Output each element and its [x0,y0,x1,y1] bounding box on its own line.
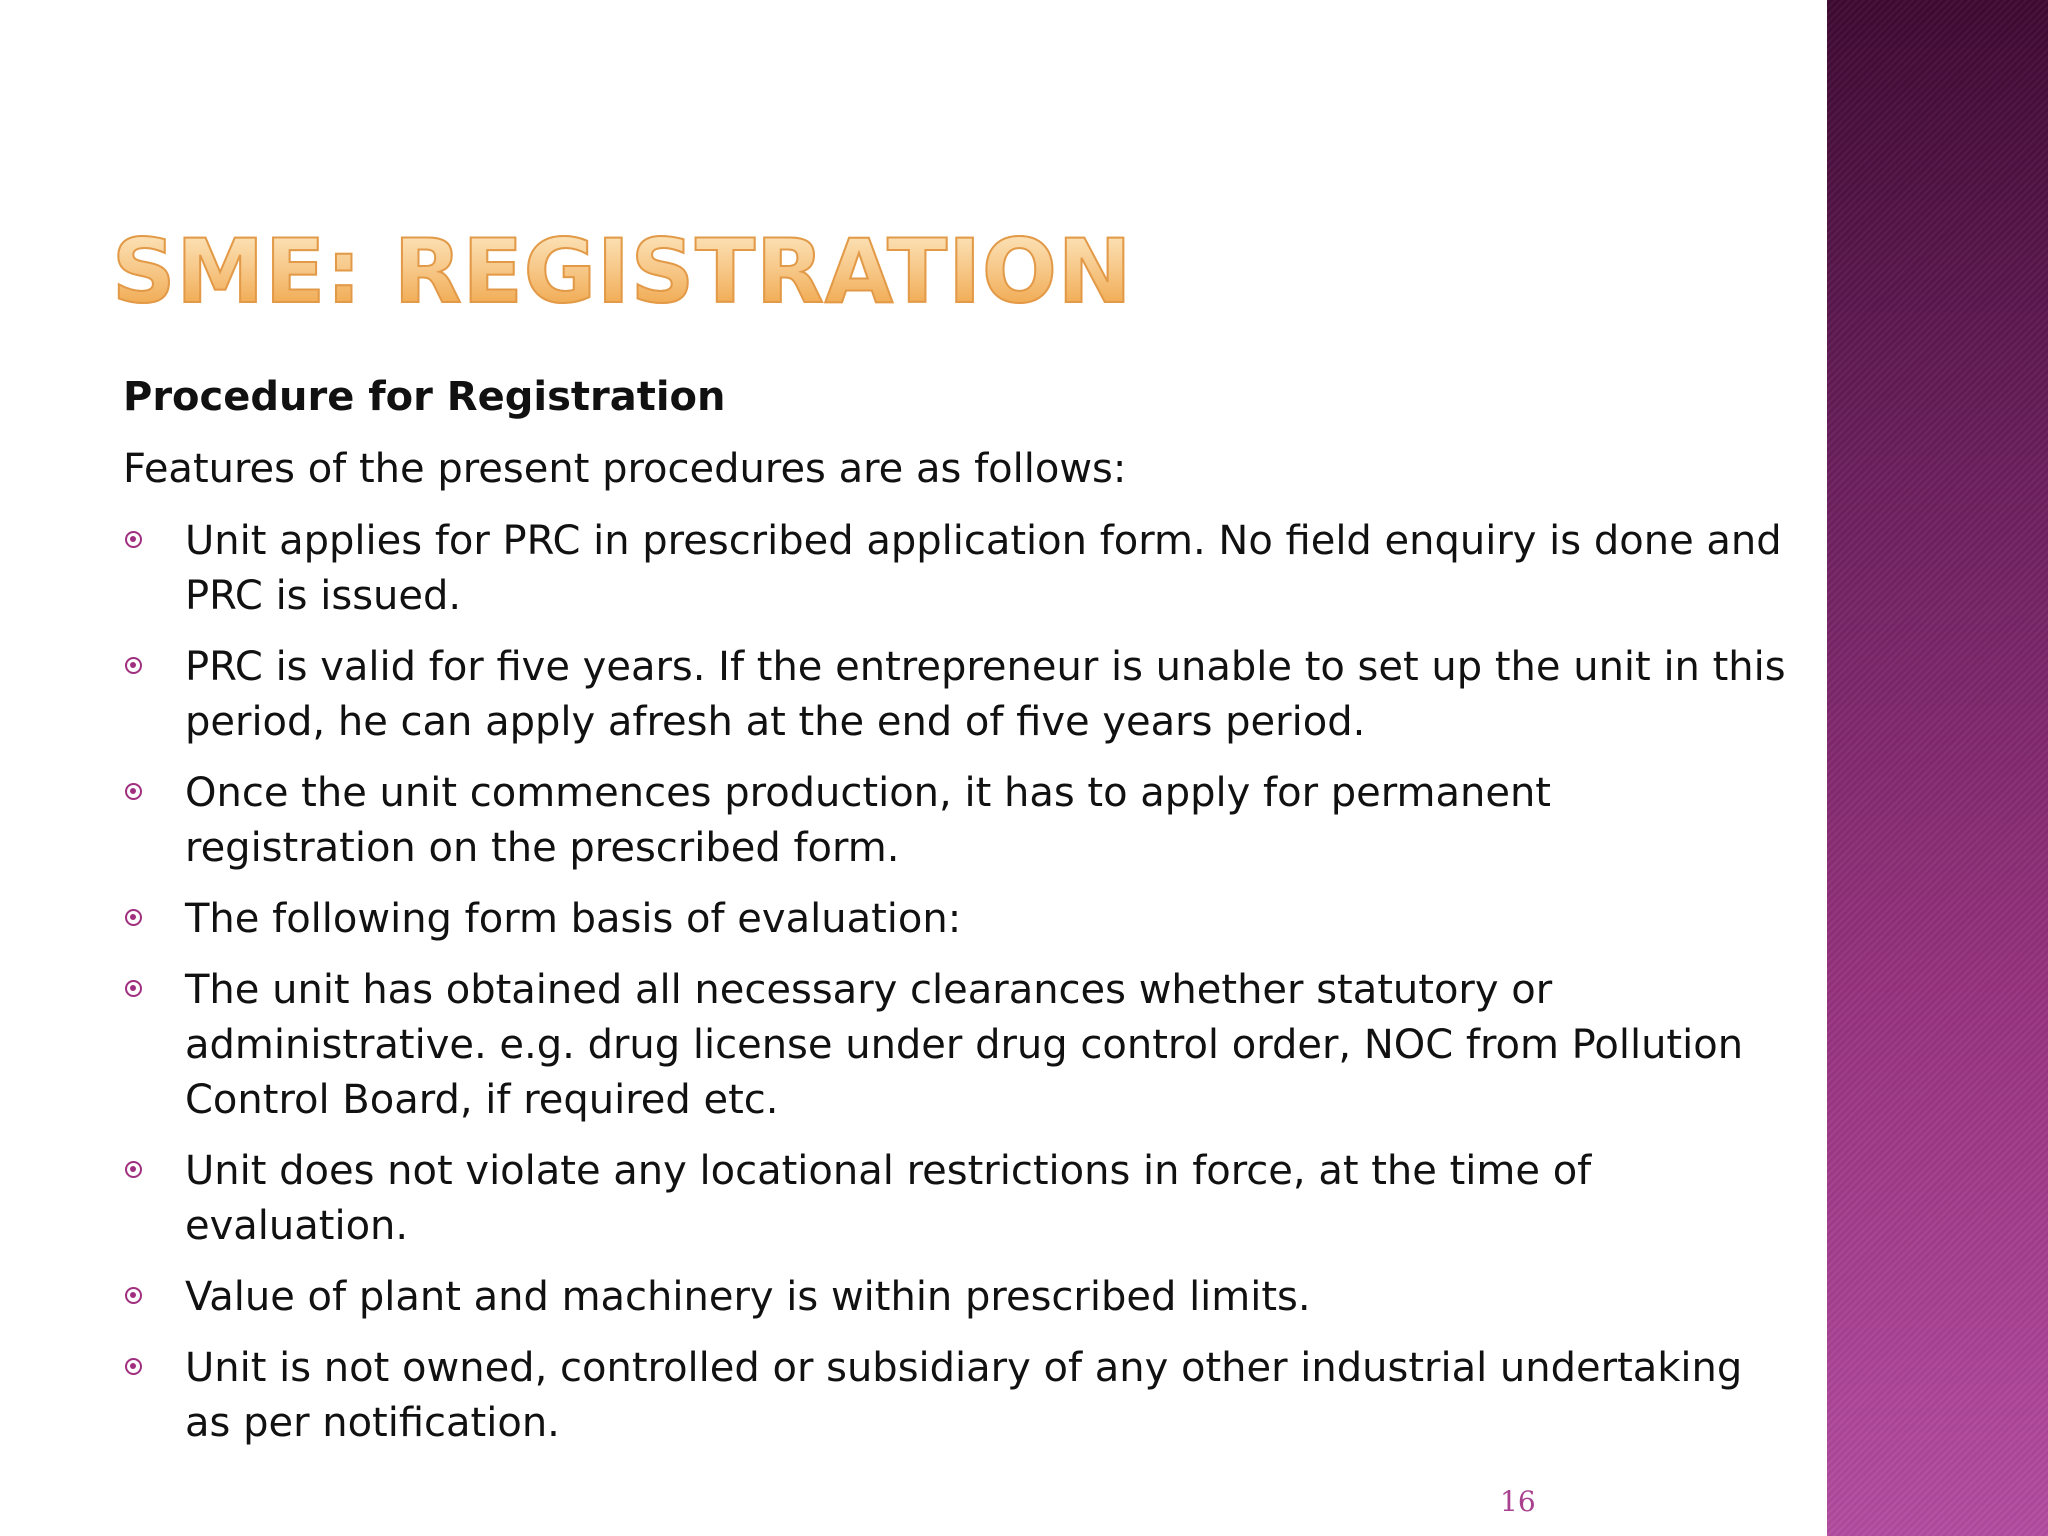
side-bar-texture [1827,0,2048,1536]
circled-dot-icon [125,531,142,548]
decorative-side-bar [1827,0,2048,1536]
circled-dot-icon [125,1287,142,1304]
slide-content [123,370,1793,1467]
circled-dot-icon [125,980,142,997]
bullet-item [123,514,1793,624]
bullet-item [123,1341,1793,1451]
bullet-text: Unit is not owned, controlled or subsidiary of any other industrial undertaking as per notification. [185,1345,1743,1446]
circled-dot-icon [125,909,142,926]
circled-dot-icon [125,1161,142,1178]
bullet-item [123,892,1793,947]
bullet-text: Unit does not violate any locational restrictions in force, at the time of evaluation. [185,1148,1592,1249]
bullet-item [123,1144,1793,1254]
page-number: 16 [1500,1485,1536,1518]
bullet-item [123,1270,1793,1325]
bullet-item [123,640,1793,750]
slide-title: SME: REGISTRATION [112,220,1133,323]
circled-dot-icon [125,657,142,674]
intro-text: Features of the present procedures are as follows: [123,446,1127,492]
bullet-text: PRC is valid for five years. If the entrepreneur is unable to set up the unit in this period, he can apply afresh at the end of five years period. [185,644,1786,745]
bullet-text: Once the unit commences production, it has to apply for permanent registration on the prescribed form. [185,770,1551,871]
bullet-item [123,963,1793,1128]
circled-dot-icon [125,1358,142,1375]
bullet-text: Unit applies for PRC in prescribed application form. No field enquiry is done and PRC is issued. [185,518,1782,619]
bullet-text: The following form basis of evaluation: [185,896,962,942]
bullet-text: Value of plant and machinery is within prescribed limits. [185,1274,1311,1320]
slide-subtitle: Procedure for Registration [123,374,726,420]
bullet-list [123,514,1793,1451]
bullet-item [123,766,1793,876]
circled-dot-icon [125,783,142,800]
bullet-text: The unit has obtained all necessary clearances whether statutory or administrative. e.g. drug license under drug control order, NOC from Pollution Control Board, if required etc. [185,967,1744,1123]
